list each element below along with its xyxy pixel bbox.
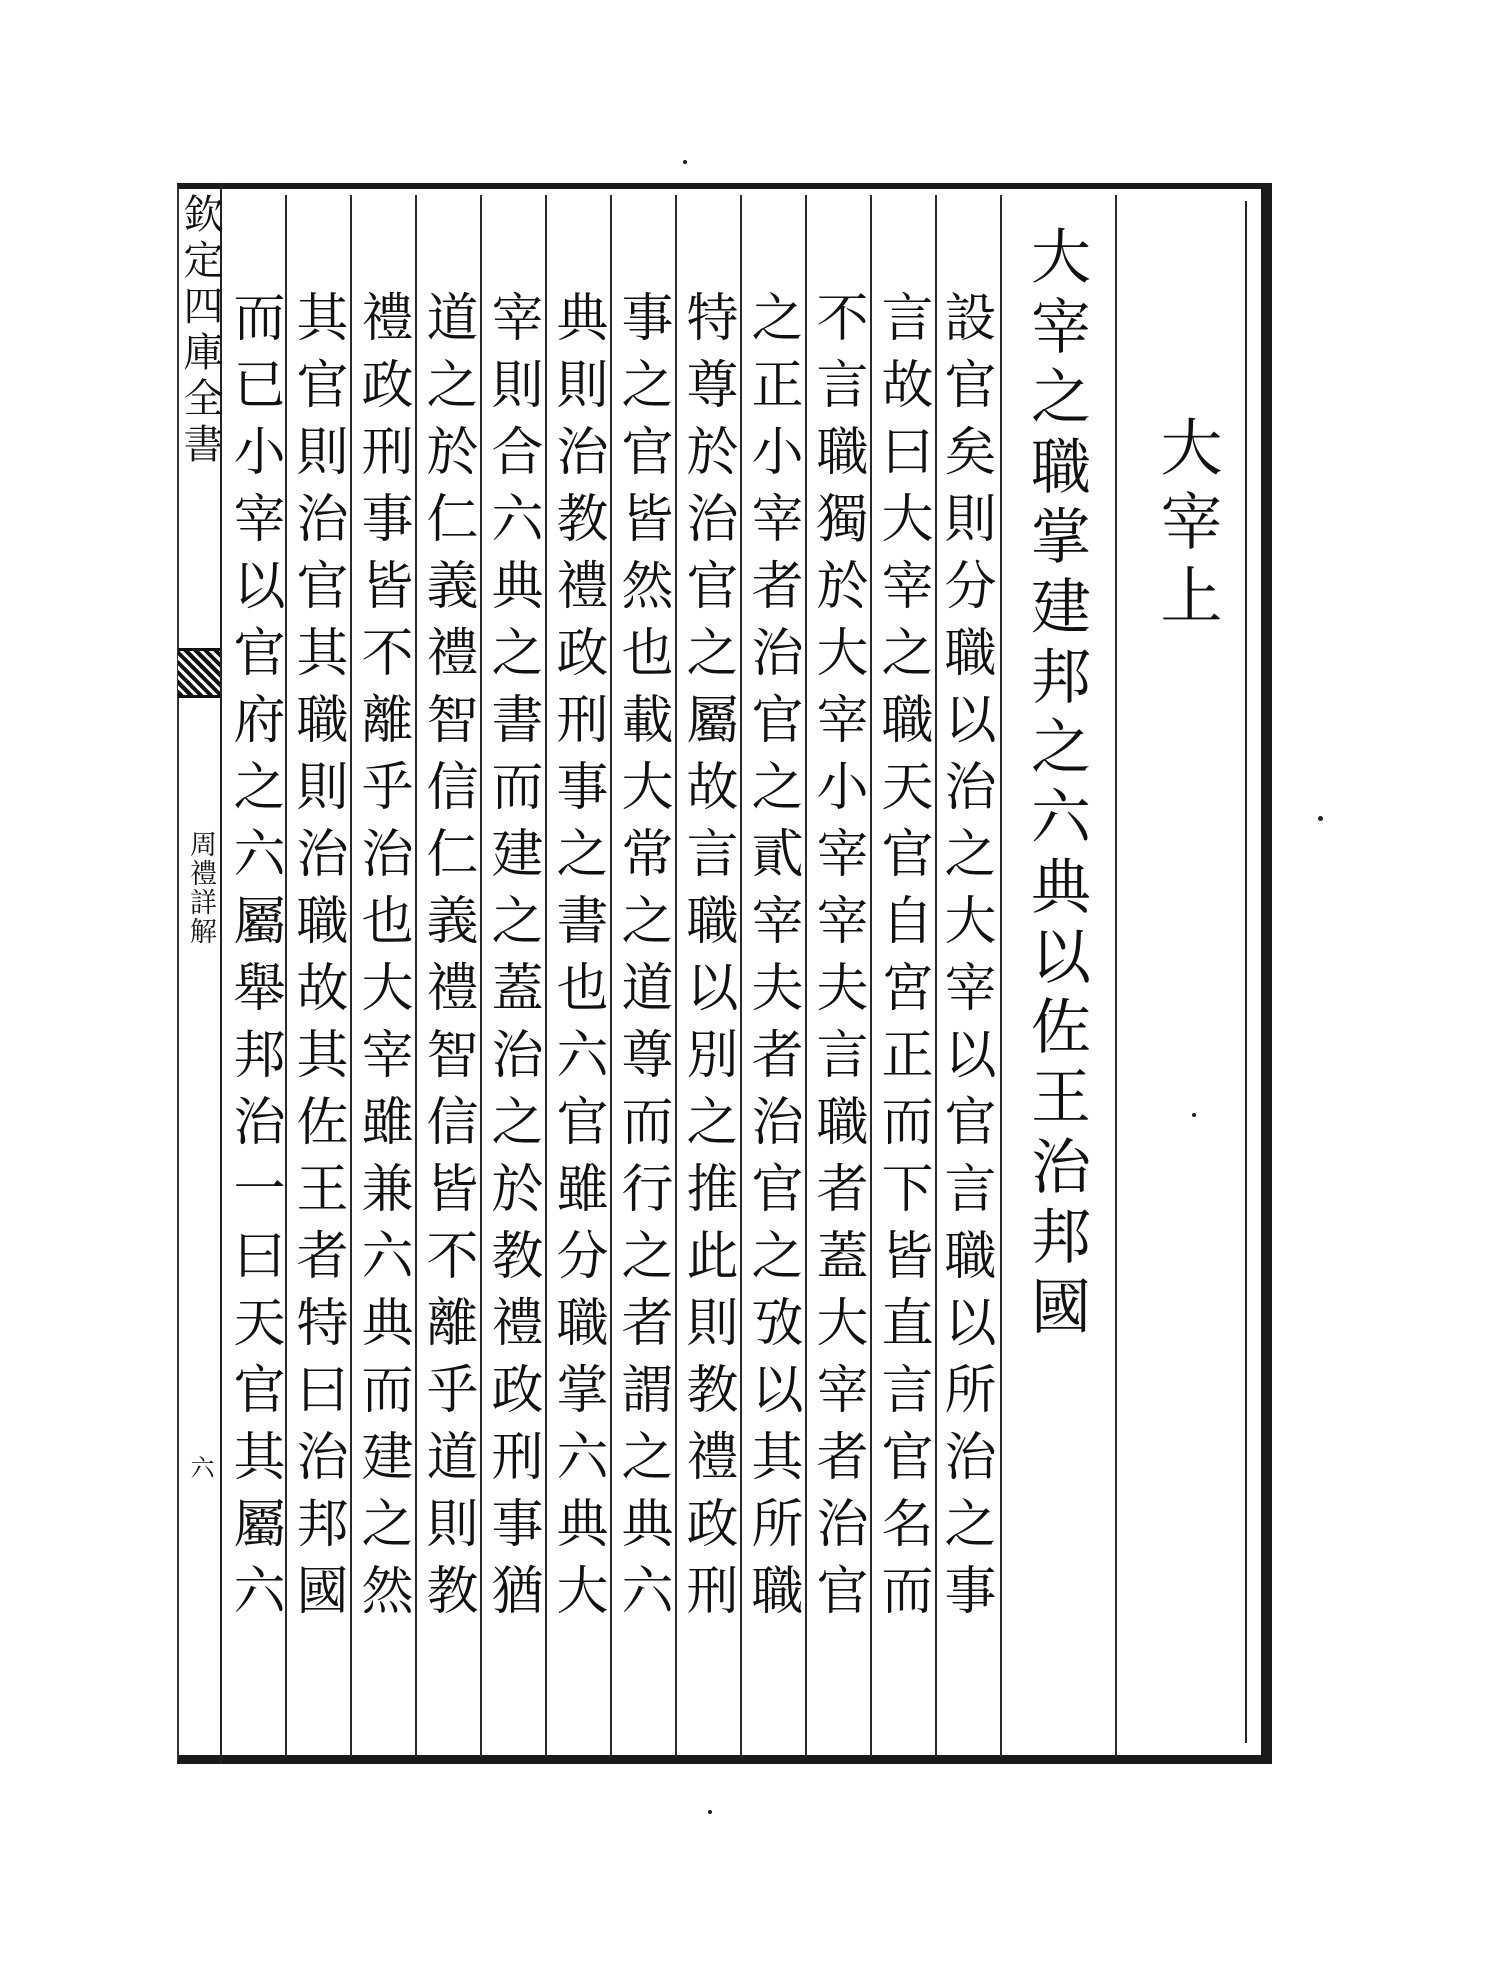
inner-border-line <box>1245 201 1247 1743</box>
text-column: 禮政刑事皆不離乎治也大宰雖兼六典而建之然 <box>352 290 412 1630</box>
text-column: 而已小宰以官府之六屬舉邦治一曰天官其屬六 <box>224 290 284 1630</box>
text-column: 之正小宰者治官之貳宰夫者治官之攷以其所職 <box>742 290 802 1630</box>
text-column: 道之於仁義禮智信仁義禮智信皆不離乎道則教 <box>417 290 477 1630</box>
text-column: 設官矣則分職以治之大宰以官言職以所治之事 <box>935 290 995 1630</box>
scan-speck <box>708 1810 712 1814</box>
spine-folio-number: 六 <box>186 1455 214 1479</box>
page-spine <box>177 183 222 1764</box>
spine-header: 欽定四庫全書 <box>177 193 223 469</box>
column-rule <box>1115 195 1117 1757</box>
spine-book-title: 周禮詳解 <box>185 830 216 946</box>
text-column: 特尊於治官之屬故言職以別之推此則教禮政刑 <box>677 290 737 1630</box>
text-column: 其官則治官其職則治職故其佐王者特曰治邦國 <box>287 290 347 1630</box>
scan-speck <box>1192 1113 1196 1117</box>
main-heading: 大宰之職掌建邦之六典以佐王治邦國 <box>1021 225 1091 1345</box>
scan-speck <box>1318 816 1323 821</box>
text-column: 言故曰大宰之職天官自宮正而下皆直言官名而 <box>872 290 932 1630</box>
text-column: 典則治教禮政刑事之書也六官雖分職掌六典大 <box>547 290 607 1630</box>
text-column: 宰則合六典之書而建之蓋治之於教禮政刑事猶 <box>482 290 542 1630</box>
scan-speck <box>683 160 687 164</box>
text-column: 不言職獨於大宰小宰宰夫言職者蓋大宰者治官 <box>807 290 867 1630</box>
column-rule <box>1000 195 1002 1757</box>
fish-tail-ornament <box>178 648 220 698</box>
chapter-heading: 大宰上 <box>1150 415 1223 637</box>
text-column: 事之官皆然也載大常之道尊而行之者謂之典六 <box>612 290 672 1630</box>
